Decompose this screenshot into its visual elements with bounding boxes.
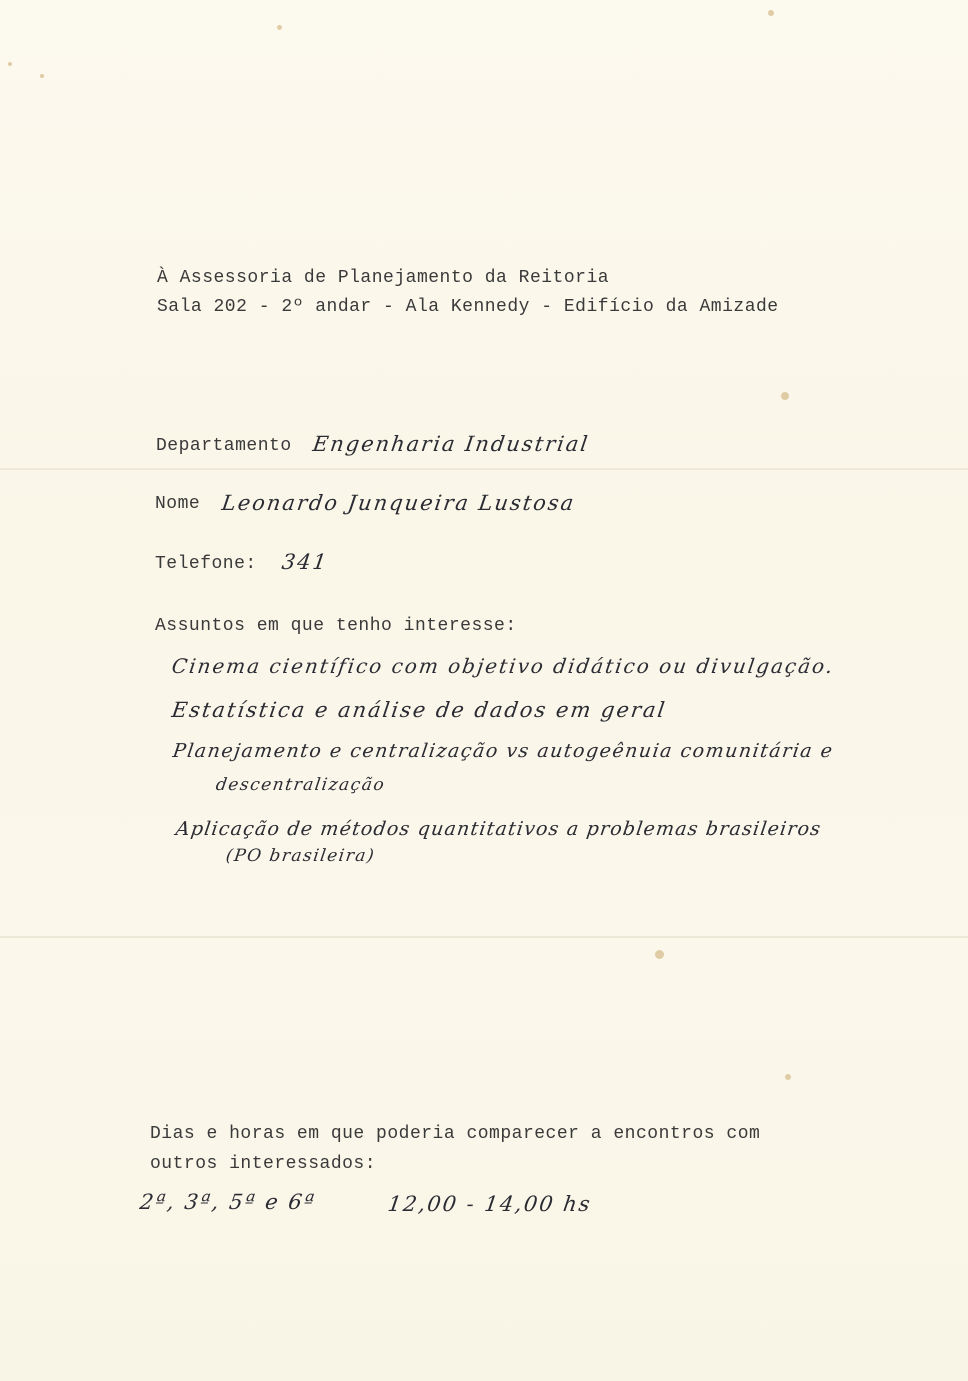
- schedule-hours: 12,00 - 14,00 hs: [386, 1192, 594, 1216]
- schedule-label-line-1: Dias e horas em que poderia comparecer a encontros com: [150, 1124, 761, 1144]
- paper-spot: [40, 74, 44, 78]
- interest-item: Aplicação de métodos quantitativos a problemas brasileiros: [174, 818, 823, 840]
- paper-spot: [785, 1074, 791, 1080]
- paper-fold: [0, 468, 968, 470]
- interest-item: Estatística e análise de dados em geral: [170, 698, 668, 722]
- paper-spot: [768, 10, 774, 16]
- nome-value: Leonardo Junqueira Lustosa: [220, 491, 577, 515]
- address-line-1: À Assessoria de Planejamento da Reitoria: [157, 268, 610, 288]
- interest-item: Planejamento e centralização vs autogeênuia comunitária e: [171, 740, 836, 762]
- paper-spot: [277, 25, 282, 30]
- interest-item: Cinema científico com objetivo didático ou divulgação.: [170, 654, 836, 678]
- interests-label: Assuntos em que tenho interesse:: [155, 616, 517, 636]
- schedule-label-line-2: outros interessados:: [150, 1154, 377, 1174]
- nome-label: Nome: [155, 494, 201, 514]
- telefone-label: Telefone:: [155, 554, 257, 574]
- paper-spot: [781, 392, 789, 400]
- address-line-2: Sala 202 - 2º andar - Ala Kennedy - Edifício da Amizade: [157, 297, 779, 317]
- schedule-days: 2ª, 3ª, 5ª e 6ª: [138, 1190, 318, 1214]
- departamento-label: Departamento: [156, 436, 292, 456]
- interest-item: descentralização: [214, 775, 387, 795]
- departamento-value: Engenharia Industrial: [311, 432, 591, 456]
- paper-spot: [8, 62, 12, 66]
- telefone-value: 341: [280, 550, 330, 574]
- interest-item: (PO brasileira): [224, 846, 377, 866]
- paper-fold: [0, 936, 968, 938]
- paper-spot: [655, 950, 664, 959]
